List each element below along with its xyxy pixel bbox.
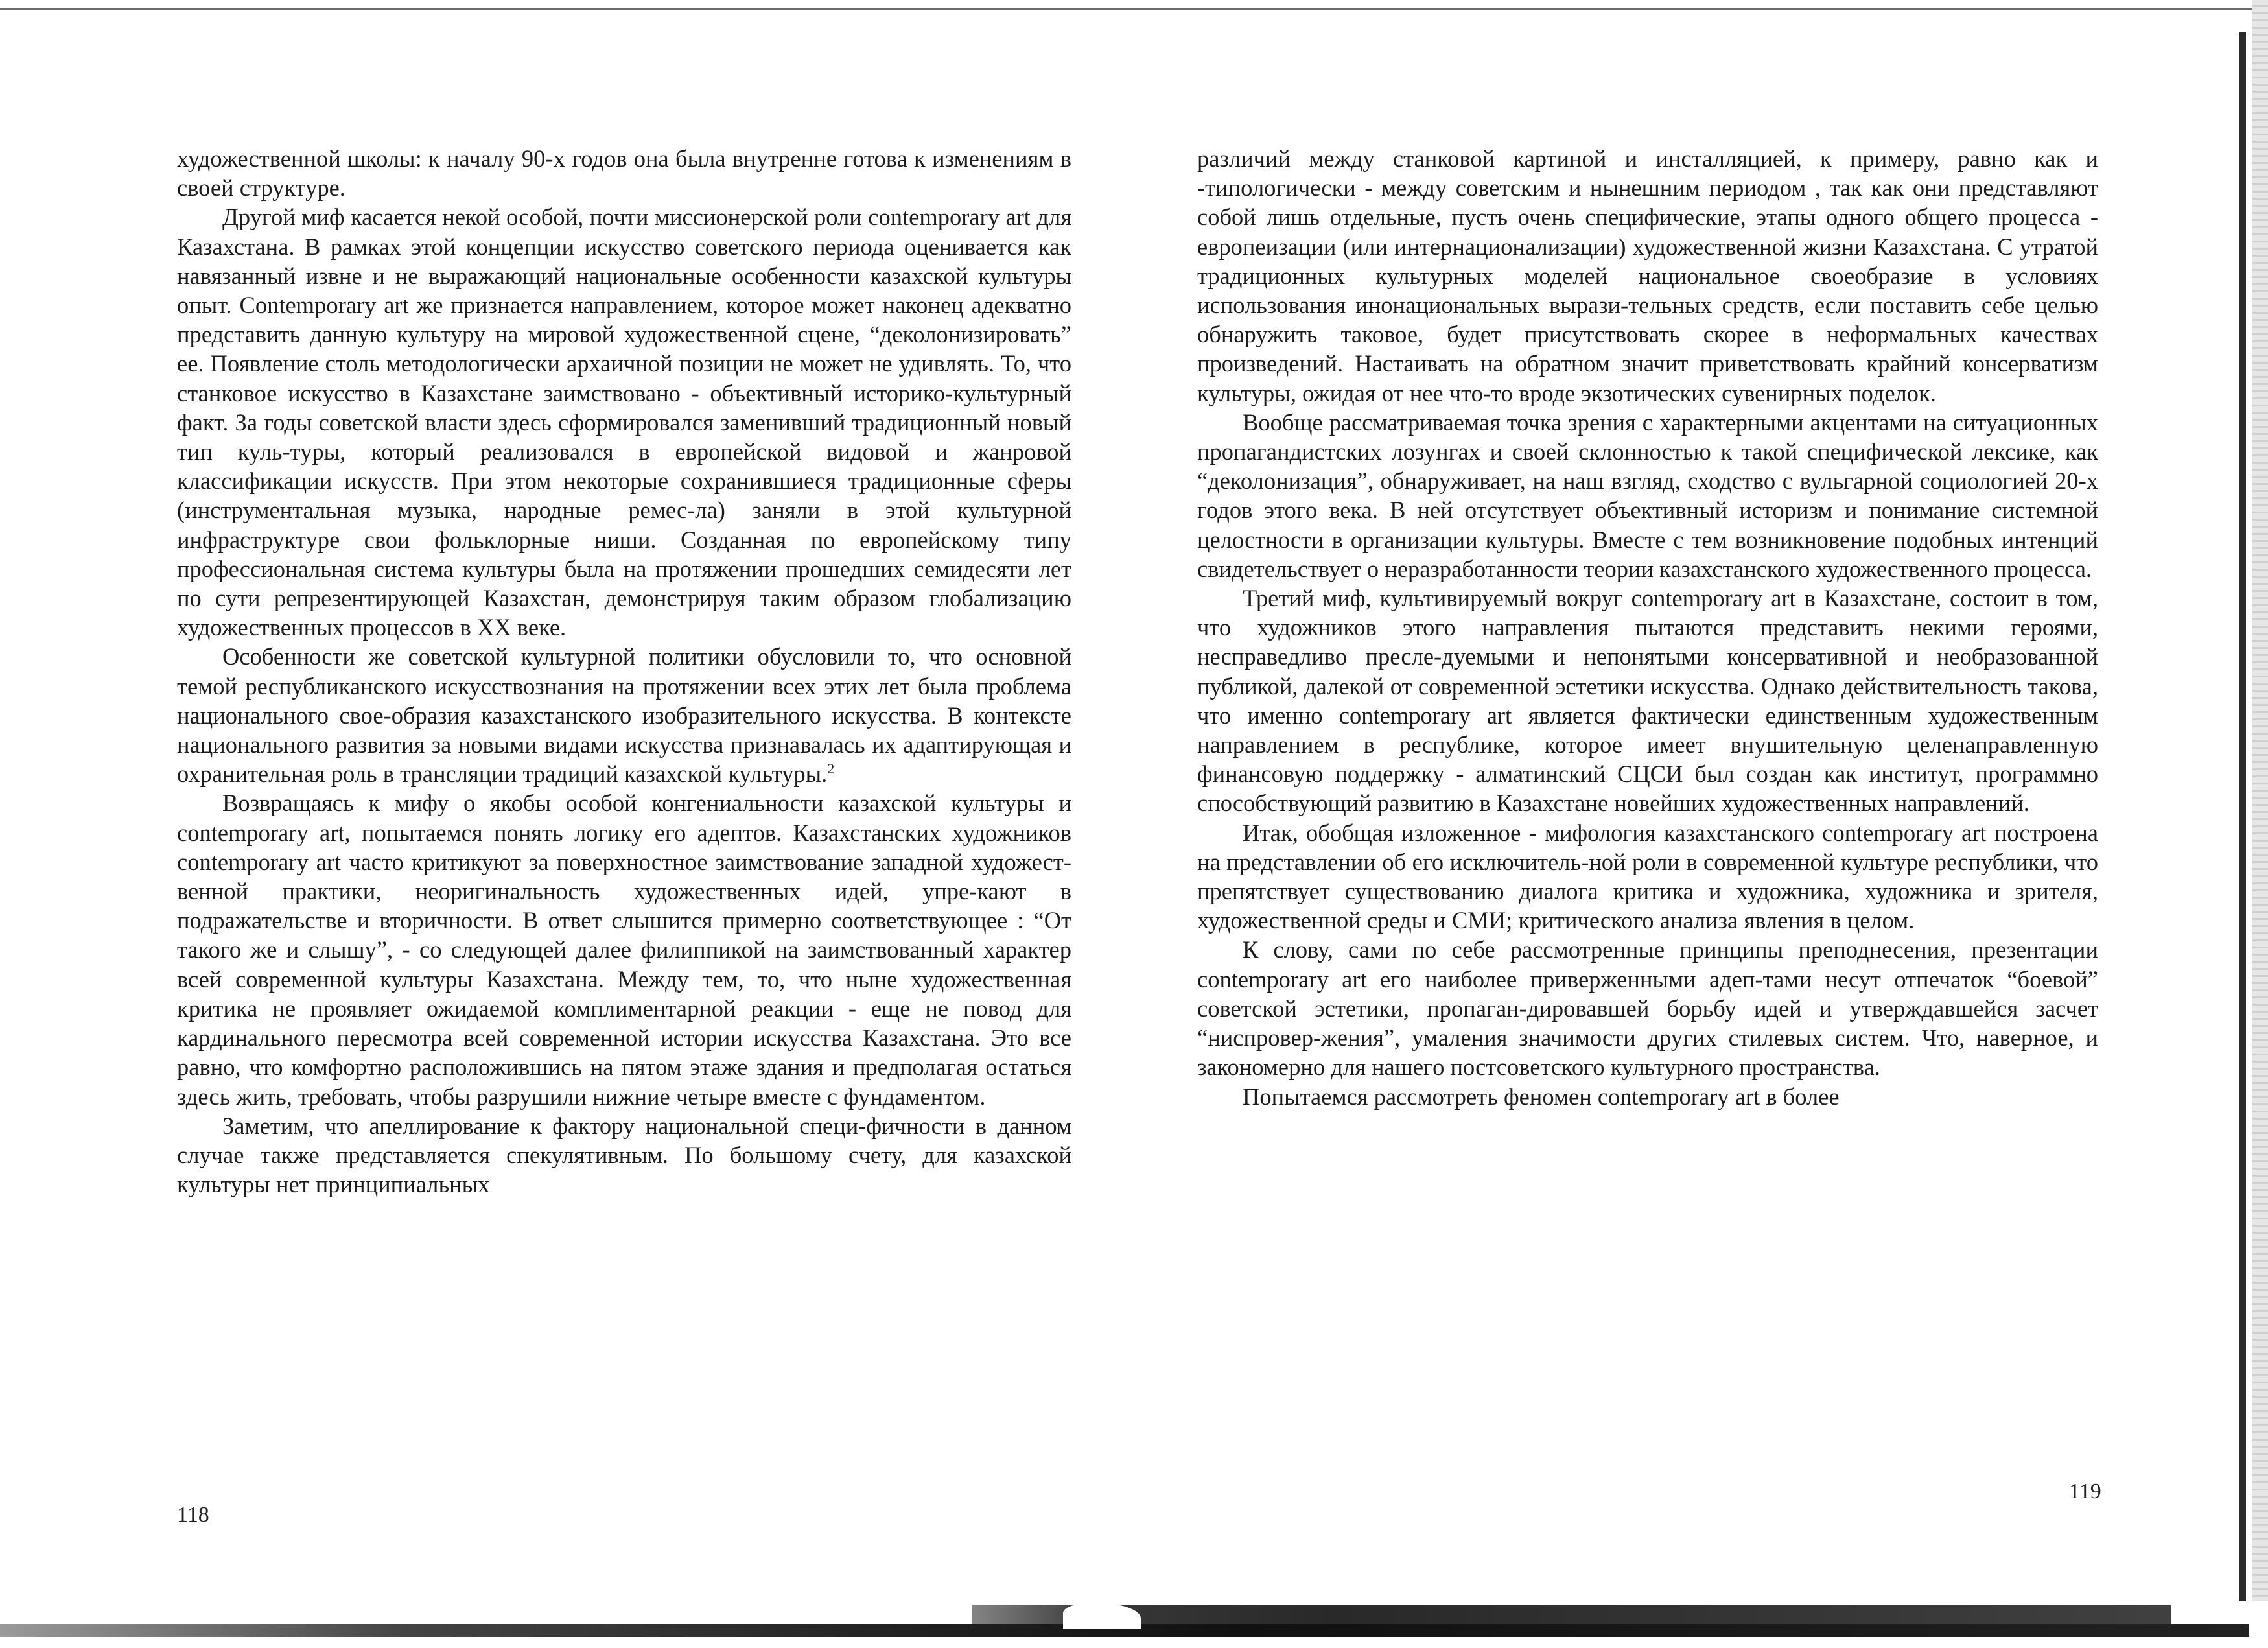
paragraph: Возвращаясь к мифу о якобы особой конгениальности казахской культуры и contemporary art, попытаемся понять логику его адептов. Казахстанских художников contemporary art часто критикуют за поверхностное заимствование западной художест-венной практики, неоригинальность художественных идей, упре-кают в подражательстве и вторичности. В ответ слышится примерно соответствующее : “От такого же и слышу”, - со следующей далее филиппикой на заимствованный характер всей современной культуры Казахстана. Между тем, то, что ныне художественная критика не проявляет ожидаемой комплиментарной реакции - еще не повод для кардинального пересмотра всей современной истории искусства Казахстана. Это все равно, что комфортно расположившись на пятом этаже здания и предполагая остаться здесь жить, требовать, чтобы разрушили нижние четыре вместе с фундаментом. [177,790,1071,1110]
paragraph-text: Особенности же советской культурной политики обусловили то, что основной темой республиканского искусствознания на протяжении всех этих лет была проблема национального свое-образия казахстанского изобразительного искусства. В контексте национального развития за новыми видами искусства признавалась их адаптирующая и охранительная роль в трансляции традиций казахской культуры. [177,643,1071,788]
paragraph: Другой миф касается некой особой, почти миссионерской роли contemporary art для Казахстана. В рамках этой концепции искусство советского периода оценивается как навязанный извне и не выражающий национальные особенности казахской культуры опыт. Contemporary art же признается направлением, которое может наконец адекватно представить данную культуру на мировой художественной сцене, “деколонизировать” ее. Появление столь методологически архаичной позиции не может не удивлять. То, что станковое искусство в Казахстане заимствовано - объективный историко-культурный факт. За годы советской власти здесь сформировался заменивший традиционный новый тип куль-туры, который реализовался в европейской видовой и жанровой классификации искусств. При этом некоторые сохранившиеся традиционные сферы (инструментальная музыка, народные ремес-ла) заняли в этой культурной инфраструктуре свои фольклорные ниши. Созданная по европейскому типу профессиональная система культуры была на протяжении прошедших семидесяти лет по сути репрезентирующей Казахстан, демонстрируя таким образом глобализацию художественных процессов в XX веке. [177,204,1071,641]
page-number-right: 119 [2069,1479,2101,1503]
paragraph: Итак, обобщая изложенное - мифология казахстанского contemporary art построена на представлении об его исключитель-ной роли в современной культуре республики, что препятствует существованию диалога критика и художника, художника и зрителя, художественной среды и СМИ; критического анализа явления в целом. [1197,819,2098,934]
scan-right-edge [2239,32,2246,1640]
paragraph: Попытаемся рассмотреть феномен contemporary art в более [1243,1083,1840,1110]
right-page-text [1197,144,2098,1111]
left-page-text [177,144,1071,1199]
page-number-left: 118 [177,1503,209,1527]
paragraph: Вообще рассматриваемая точка зрения с характерными акцентами на ситуационных пропагандистских лозунгах и своей склонностью к такой специфической лексике, как “деколонизация”, обнаруживает, на наш взгляд, сходство с вульгарной социологией 20-х годов этого века. В ней отсутствует объективный историзм и понимание системной целостности в организации культуры. Вместе с тем возникновение подобных интенций свидетельствует о неразработанности теории казахстанского художественного процесса. [1197,408,2098,582]
paragraph: Заметим, что апеллирование к фактору национальной специ-фичности в данном случае также представляется спекулятивным. По большому счету, для казахской культуры нет принципиальных [177,1112,1071,1198]
paragraph: различий между станковой картиной и инсталляцией, к примеру, равно как и -типологически - между советским и нынешним периодом , так как они представляют собой лишь отдельные, пусть очень специфические, этапы одного общего процесса - европеизации (или интернационализации) художественной жизни Казахстана. С утратой традиционных культурных моделей национальное своеобразие в условиях использования инонациональных вырази-тельных средств, если поставить себе целью обнаружить таковое, будет присутствовать скорее в неформальных качествах произведений. Настаивать на обратном значит приветствовать крайний консерватизм культуры, ожидая от нее что-то вроде экзотических сувенирных поделок. [1197,145,2098,406]
paragraph: К слову, сами по себе рассмотренные принципы преподнесения, презентации contemporary art его наиболее приверженными адеп-тами несут отпечаток “боевой” советской эстетики, пропаган-дировавшей борьбу идей и утверждавшейся засчет “ниспровер-жения”, умаления значимости других стилевых систем. Что, наверное, и закономерно для нашего постсоветского культурного пространства. [1197,936,2098,1081]
footnote-mark: 2 [827,760,835,777]
scan-right-margin [2252,0,2268,1648]
paragraph: художественной школы: к началу 90-х годов она была внутренне готова к изменениям в своей структуре. [177,145,1071,202]
paragraph: Третий миф, культивируемый вокруг contemporary art в Казахстане, состоит в том, что художников этого направления пытаются представить некими героями, несправедливо пресле-дуемыми и непонятыми консервативной и необразованной публикой, далекой от современной эстетики искусства. Однако действительность такова, что именно contemporary art является фактически единственным художественным направлением в республике, которое имеет внушительную целенаправленную финансовую поддержку - алматинский СЦСИ был создан как институт, программно способствующий развитию в Казахстане новейших художественных направлений. [1197,585,2098,817]
scan-top-edge [0,8,2268,10]
paragraph [177,642,1071,788]
